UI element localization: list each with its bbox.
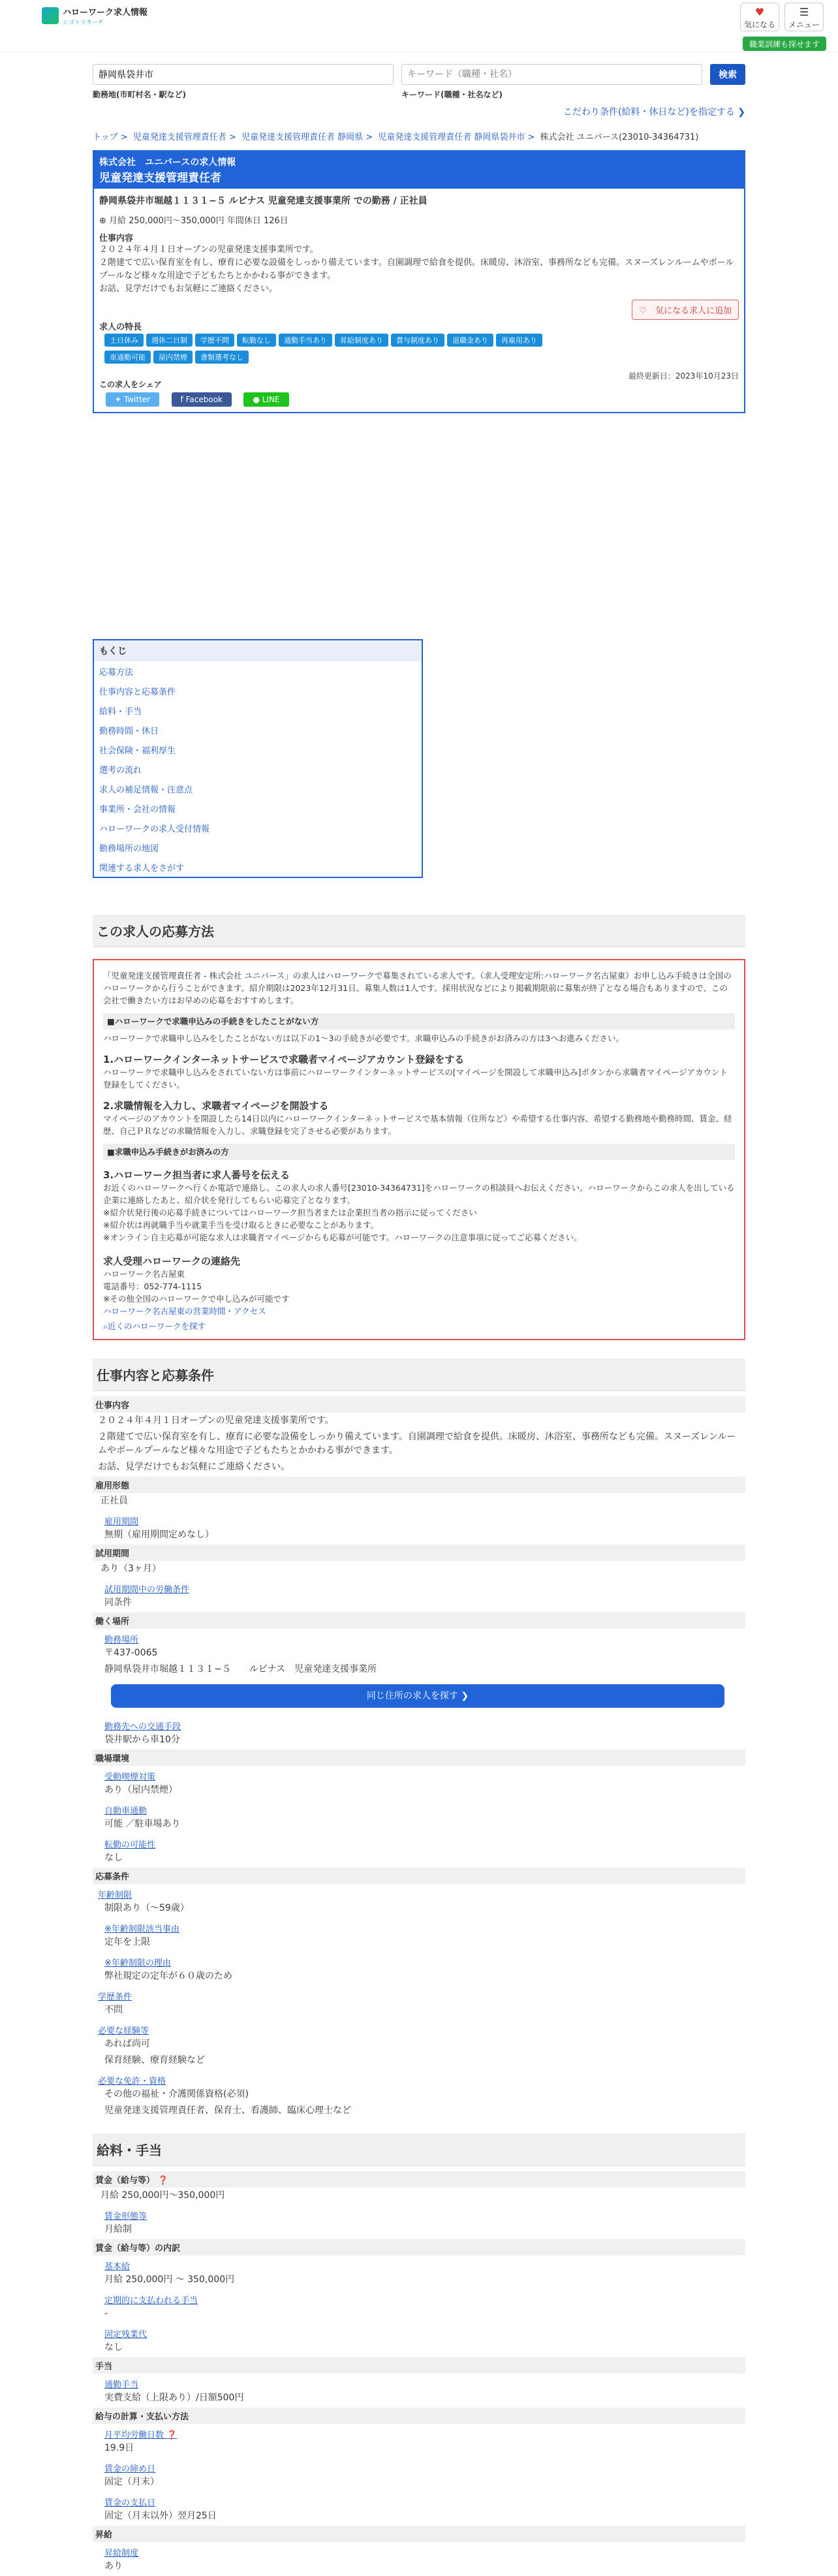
field-value: 実費支給（上限あり）/日額500円 xyxy=(104,2393,244,2403)
pay-section-title: 給料・手当 xyxy=(93,2133,745,2166)
field-value: なし xyxy=(104,1853,123,1863)
apply-note: ※紹介状発行後の応募手続きについてはハローワーク担当者または企業担当者の指示に従ってください xyxy=(103,1208,477,1217)
work-label: 仕事内容 xyxy=(99,234,134,243)
field-label[interactable]: 基本給 xyxy=(104,2262,131,2272)
step-text: マイページのアカウントを開設したら14日以内にハローワークインターネットサービスで基本情報（住所など）や希望する仕事内容、希望する勤務地や勤務時間、賃金、経歴、自己ＰＲなどの求職情報を入力し、求職登録を完了させる必要があります。 xyxy=(103,1114,732,1136)
apply-band: ■求職申込み手続きがお済みの方 xyxy=(103,1144,735,1160)
hellowork-tel: 電話番号：052-774-1115 xyxy=(103,1281,202,1291)
feature-tag[interactable]: 昇給制度あり xyxy=(335,334,388,347)
toc-item[interactable]: 求人の補足情報・注意点 xyxy=(99,785,193,795)
conditions-section-title: 仕事内容と応募条件 xyxy=(93,1359,745,1391)
toc-item[interactable]: 関連する求人をさがす xyxy=(99,864,185,873)
detail-conditions-link[interactable]: こだわり条件(給料・休日など)を指定する ❯ xyxy=(563,107,745,118)
training-button[interactable]: 職業訓練も探せます xyxy=(743,37,826,51)
line-icon: ● xyxy=(253,395,262,404)
features-label: 求人の特長 xyxy=(99,322,142,332)
location-input[interactable] xyxy=(93,64,394,85)
hellowork-note: ※その他全国のハローワークで申し込みが可能です xyxy=(103,1294,290,1304)
field-category: 応募条件 xyxy=(93,1868,745,1884)
job-desc-line: お話、見学だけでもお気軽にご連絡ください。 xyxy=(99,284,278,294)
toc-item[interactable]: 社会保険・福利厚生 xyxy=(99,746,176,756)
field-label[interactable]: 試用期間中の労働条件 xyxy=(104,1585,190,1595)
field-label[interactable]: 賃金の締め日 xyxy=(104,2464,156,2474)
feature-tag[interactable]: 賞与制度あり xyxy=(391,334,444,347)
field-label[interactable]: 昇給制度 xyxy=(104,2549,139,2558)
field-label[interactable]: 雇用期間 xyxy=(104,1517,139,1527)
field-value: あり（3ヶ月） xyxy=(101,1563,161,1574)
job-title: 静岡県袋井市堀越１１３１−５ ルピナス 児童発達支援事業所 での勤務 / 正社員 xyxy=(99,196,427,206)
heart-icon: ♥ xyxy=(754,6,765,18)
apply-box xyxy=(93,959,745,1340)
site-logo[interactable] xyxy=(42,5,147,26)
breadcrumb-job[interactable]: 児童発達支援管理責任者 > xyxy=(132,133,239,142)
toc-item[interactable]: 事業所・会社の情報 xyxy=(99,805,176,815)
pay-list xyxy=(93,2171,745,2576)
hellowork-name: ハローワーク名古屋東 xyxy=(103,1269,185,1279)
same-address-jobs-button[interactable]: 同じ住所の求人を探す ❯ xyxy=(111,1684,724,1708)
apply-band: ■ハローワークで求職申込みの手続きをしたことがない方 xyxy=(103,1013,735,1029)
field-category: 昇給 xyxy=(93,2526,745,2542)
breadcrumb-current: 株式会社 ユニバース(23010-34364731) xyxy=(540,133,699,142)
field-category: 手当 xyxy=(93,2357,745,2374)
search-bar xyxy=(93,64,745,100)
feature-tag[interactable]: 退職金あり xyxy=(447,334,493,347)
field-label[interactable]: 賃金の支払日 xyxy=(104,2498,156,2508)
field-category: 仕事内容 xyxy=(93,1396,745,1413)
field-value: 可能 ／駐車場あり xyxy=(104,1819,181,1829)
hamburger-icon: ☰ xyxy=(799,6,809,18)
work-address: 静岡県袋井市堀越１１３１−５ ルピナス 児童発達支援事業所 xyxy=(104,1664,377,1674)
toc-item[interactable]: 選考の流れ xyxy=(99,766,142,776)
wage-category: 賃金（給与等） xyxy=(95,2176,155,2186)
field-value: その他の福祉・介護関係資格(必須) xyxy=(104,2089,249,2099)
hellowork-contact-title: 求人受理ハローワークの連絡先 xyxy=(103,1255,241,1267)
field-value: ２階建てで広い保育室を有し、療育に必要な設備をしっかり備えています。自園調理で給食を提供。床暖房、沐浴室、事務所なども完備。スヌーズレンルームやボールプールなど様々な用途で子どもたちとかかわる事ができます。 xyxy=(98,1432,736,1456)
field-label[interactable]: 転勤の可能性 xyxy=(104,1840,156,1850)
field-category: 給与の計算・支払い方法 xyxy=(93,2408,745,2424)
field-value: あれば尚可 xyxy=(104,2039,150,2049)
feature-tag[interactable]: 通勤手当あり xyxy=(279,334,332,347)
breadcrumb xyxy=(93,127,745,145)
feature-tag[interactable]: 週休二日制 xyxy=(146,334,193,347)
keyword-label: キーワード(職種・社名など) xyxy=(401,90,503,99)
feature-tag[interactable]: 書類選考なし xyxy=(195,351,249,364)
field-value: なし xyxy=(104,2342,123,2353)
field-label[interactable]: ※年齢制限の理由 xyxy=(104,1958,171,1968)
field-value: 不問 xyxy=(104,2005,123,2015)
field-value: 月給制 xyxy=(104,2224,132,2235)
clock-icon: ⊕ xyxy=(99,216,110,226)
keyword-input[interactable] xyxy=(401,64,702,85)
breadcrumb-top[interactable]: トップ > xyxy=(93,133,131,142)
field-value: 固定（月末以外）翌月25日 xyxy=(104,2511,217,2521)
field-value: - xyxy=(104,2308,108,2319)
field-category: 試用期間 xyxy=(93,1545,745,1561)
help-icon[interactable]: ❓ xyxy=(166,2430,178,2440)
menu-label: メニュー xyxy=(788,20,820,29)
field-value: 弊社規定の定年が６０歳のため xyxy=(104,1971,232,1981)
company-name: 株式会社 ユニバースの求人情報 xyxy=(99,157,236,168)
field-label[interactable]: 年齢制限 xyxy=(98,1891,132,1900)
apply-note: ※オンライン自主応募が可能な求人は求職者マイページからも応募が可能です。ハローワークの注意事項に従ってご応募ください。 xyxy=(103,1233,582,1242)
field-label[interactable]: 受動喫煙対策 xyxy=(104,1772,156,1782)
feature-tag[interactable]: 屋内禁煙 xyxy=(153,351,193,364)
step-title: 1.ハローワークインターネットサービスで求職者マイページアカウント登録をする xyxy=(103,1054,465,1065)
field-value: 19.9日 xyxy=(104,2443,134,2453)
field-category: 働く場所 xyxy=(93,1612,745,1629)
field-value: あり（屋内禁煙） xyxy=(104,1785,178,1795)
breadcrumb-job-pref[interactable]: 児童発達支援管理責任者 静岡県 > xyxy=(241,133,376,142)
field-value: 固定（月末） xyxy=(104,2477,159,2487)
logo-mark-icon xyxy=(42,7,59,24)
facebook-icon: f xyxy=(180,395,186,404)
step-text: ハローワークで求職申し込みをされていない方は事前にハローワークインターネットサービスの[マイページを開設して求職申込み]ボタンから求職者マイページアカウント登録をしてください。 xyxy=(103,1067,728,1090)
logo-subtitle: シゴトリサーチ xyxy=(63,20,104,26)
location-label: 勤務地(市町村名・駅など) xyxy=(93,90,186,99)
step-title: 2.求職情報を入力し、求職者マイページを開設する xyxy=(103,1100,329,1112)
job-desc-line: ２０２４年４月１日オープンの児童発達支援事業所です。 xyxy=(99,245,318,255)
nearby-hellowork-link[interactable]: 近くのハローワークを探す xyxy=(108,1321,206,1331)
field-label[interactable]: 勤務場所 xyxy=(104,1635,139,1645)
field-value: 制限あり（〜59歳） xyxy=(104,1903,189,1913)
search-icon: ⌕ xyxy=(103,1321,108,1331)
field-label[interactable]: ※年齢制限該当事由 xyxy=(104,1924,179,1934)
site-header xyxy=(0,0,838,52)
logo-title: ハローワーク求人情報 xyxy=(63,8,148,18)
field-value: 児童発達支援管理責任者、保育士、看護師、臨床心理士など xyxy=(104,2105,351,2116)
step-text: お近くのハローワークへ行くか電話で連絡し、この求人の求人番号[23010-34364731]をハローワークの相談員へお伝えください。ハローワークからこの求人を出している企業に連絡したあと、紹介状を発行してもらい応募完了となります。 xyxy=(103,1183,735,1205)
field-category: 雇用形態 xyxy=(93,1477,745,1493)
field-label[interactable]: 賃金形態等 xyxy=(104,2212,147,2222)
line-label: LINE xyxy=(262,395,280,404)
search-button[interactable]: 検索 xyxy=(710,64,745,85)
field-value: 同条件 xyxy=(104,1597,132,1608)
job-card xyxy=(93,150,745,413)
toc-item[interactable]: 仕事内容と応募条件 xyxy=(99,687,176,697)
field-value: ２０２４年４月１日オープンの児童発達支援事業所です。 xyxy=(98,1415,334,1426)
feature-tag[interactable]: 土日休み xyxy=(104,334,144,347)
twitter-label: Twitter xyxy=(123,395,151,404)
favorites-label: 気になる xyxy=(743,20,775,29)
avgdays-label: 月平均労働日数 xyxy=(104,2430,164,2440)
twitter-icon: ✦ xyxy=(115,395,124,404)
field-label[interactable]: 定期的に支払われる手当 xyxy=(104,2296,198,2306)
twitter-share-button[interactable] xyxy=(106,392,159,407)
field-label[interactable]: 学歴条件 xyxy=(98,1992,132,2002)
field-value: 袋井駅から車10分 xyxy=(104,1735,180,1745)
field-category xyxy=(93,2171,745,2188)
breadcrumb-job-city[interactable]: 児童発達支援管理責任者 静岡県袋井市 > xyxy=(378,133,538,142)
toc-item[interactable]: 給料・手当 xyxy=(99,707,142,717)
toc-item[interactable]: 勤務時間・休日 xyxy=(99,727,159,736)
apply-band-text: ハローワークで求職申し込みをしたことがない方は以下の1〜3の手続きが必要です。求職申込みの手続きがお済みの方は3へお進みください。 xyxy=(103,1033,624,1043)
last-updated: 最終更新日：2023年10月23日 xyxy=(628,371,739,381)
field-category: 賃金（給与等）の内訳 xyxy=(93,2239,745,2255)
line-share-button[interactable] xyxy=(243,392,288,407)
field-value: あり xyxy=(104,2561,123,2571)
field-value: 月給 250,000円〜350,000円 xyxy=(101,2190,225,2201)
field-value: 保育経験、療育経験など xyxy=(104,2055,205,2066)
feature-tag[interactable]: 再雇用あり xyxy=(496,334,542,347)
field-label[interactable] xyxy=(93,2424,745,2440)
job-desc-line: ２階建てで広い保育室を有し、療育に必要な設備をしっかり備えています。自園調理で給食を提供。床暖房、沐浴室、事務所なども完備。スヌーズレンルームやボールプールなど様々な用途で子どもたちとかかわる事ができます。 xyxy=(99,258,734,281)
field-category: 職場環境 xyxy=(93,1750,745,1766)
step-title: 3.ハローワーク担当者に求人番号を伝える xyxy=(103,1169,290,1181)
field-value: 定年を上限 xyxy=(104,1937,150,1947)
field-value: 正社員 xyxy=(101,1496,128,1506)
field-label[interactable]: 必要な経験等 xyxy=(98,2026,149,2036)
feature-tag[interactable]: 転勤なし xyxy=(237,334,276,347)
feature-tag[interactable]: 車通勤可能 xyxy=(104,351,151,364)
zip-code: 〒437-0065 xyxy=(104,1648,158,1658)
apply-section-title: この求人の応募方法 xyxy=(93,915,745,947)
conditions-list xyxy=(93,1396,745,2120)
field-value: お話、見学だけでもお気軽にご連絡ください。 xyxy=(98,1462,290,1472)
facebook-share-button[interactable] xyxy=(172,392,232,407)
field-label[interactable]: 固定残業代 xyxy=(104,2330,147,2340)
toc-item[interactable]: 勤務場所の地図 xyxy=(99,844,159,854)
table-of-contents xyxy=(93,639,423,878)
facebook-label: Facebook xyxy=(185,395,223,404)
add-favorite-button[interactable]: ♡ 気になる求人に追加 xyxy=(632,300,739,320)
toc-title: もくじ xyxy=(94,640,422,661)
favorites-button[interactable] xyxy=(740,3,779,31)
job-head-title: 児童発達支援管理責任者 xyxy=(99,172,221,185)
apply-intro: 「児童発達支援管理責任者 - 株式会社 ユニバース」の求人はハローワークで募集されている求人です。（求人受理安定所:ハローワーク名古屋東）お申し込み手続きは全国のハローワークから行うことができます。紹介期限は2023年12月31日、募集人数は1人です。採用状況などにより掲載期限前に募集が終了となる場合もありますので、この会社で働きたい方はお早めの応募をおすすめします。 xyxy=(103,971,732,1005)
salary-summary: 月給 250,000円〜350,000円 年間休日 126日 xyxy=(109,216,288,226)
field-label[interactable]: 通勤手当 xyxy=(104,2380,139,2390)
field-label[interactable]: 自動車通勤 xyxy=(104,1806,147,1816)
help-icon[interactable]: ❓ xyxy=(157,2176,168,2186)
share-label: この求人をシェア xyxy=(99,380,162,389)
toc-item[interactable]: ハローワークの求人受付情報 xyxy=(99,825,210,834)
feature-tag[interactable]: 学歴不問 xyxy=(195,334,234,347)
menu-button[interactable] xyxy=(784,3,824,31)
field-value: 月給 250,000円 〜 350,000円 xyxy=(104,2274,235,2285)
field-label[interactable]: 勤務先への交通手段 xyxy=(104,1722,181,1732)
field-label[interactable]: 必要な免許・資格 xyxy=(98,2077,166,2086)
field-value: 無期（雇用期間定めなし） xyxy=(104,1530,214,1540)
toc-item[interactable]: 応募方法 xyxy=(99,668,134,678)
hellowork-access-link[interactable]: ハローワーク名古屋東の営業時間・アクセス xyxy=(103,1306,266,1316)
apply-note: ※紹介状は再就職手当や就業手当を受け取るときに必要なことがあります。 xyxy=(103,1220,379,1230)
